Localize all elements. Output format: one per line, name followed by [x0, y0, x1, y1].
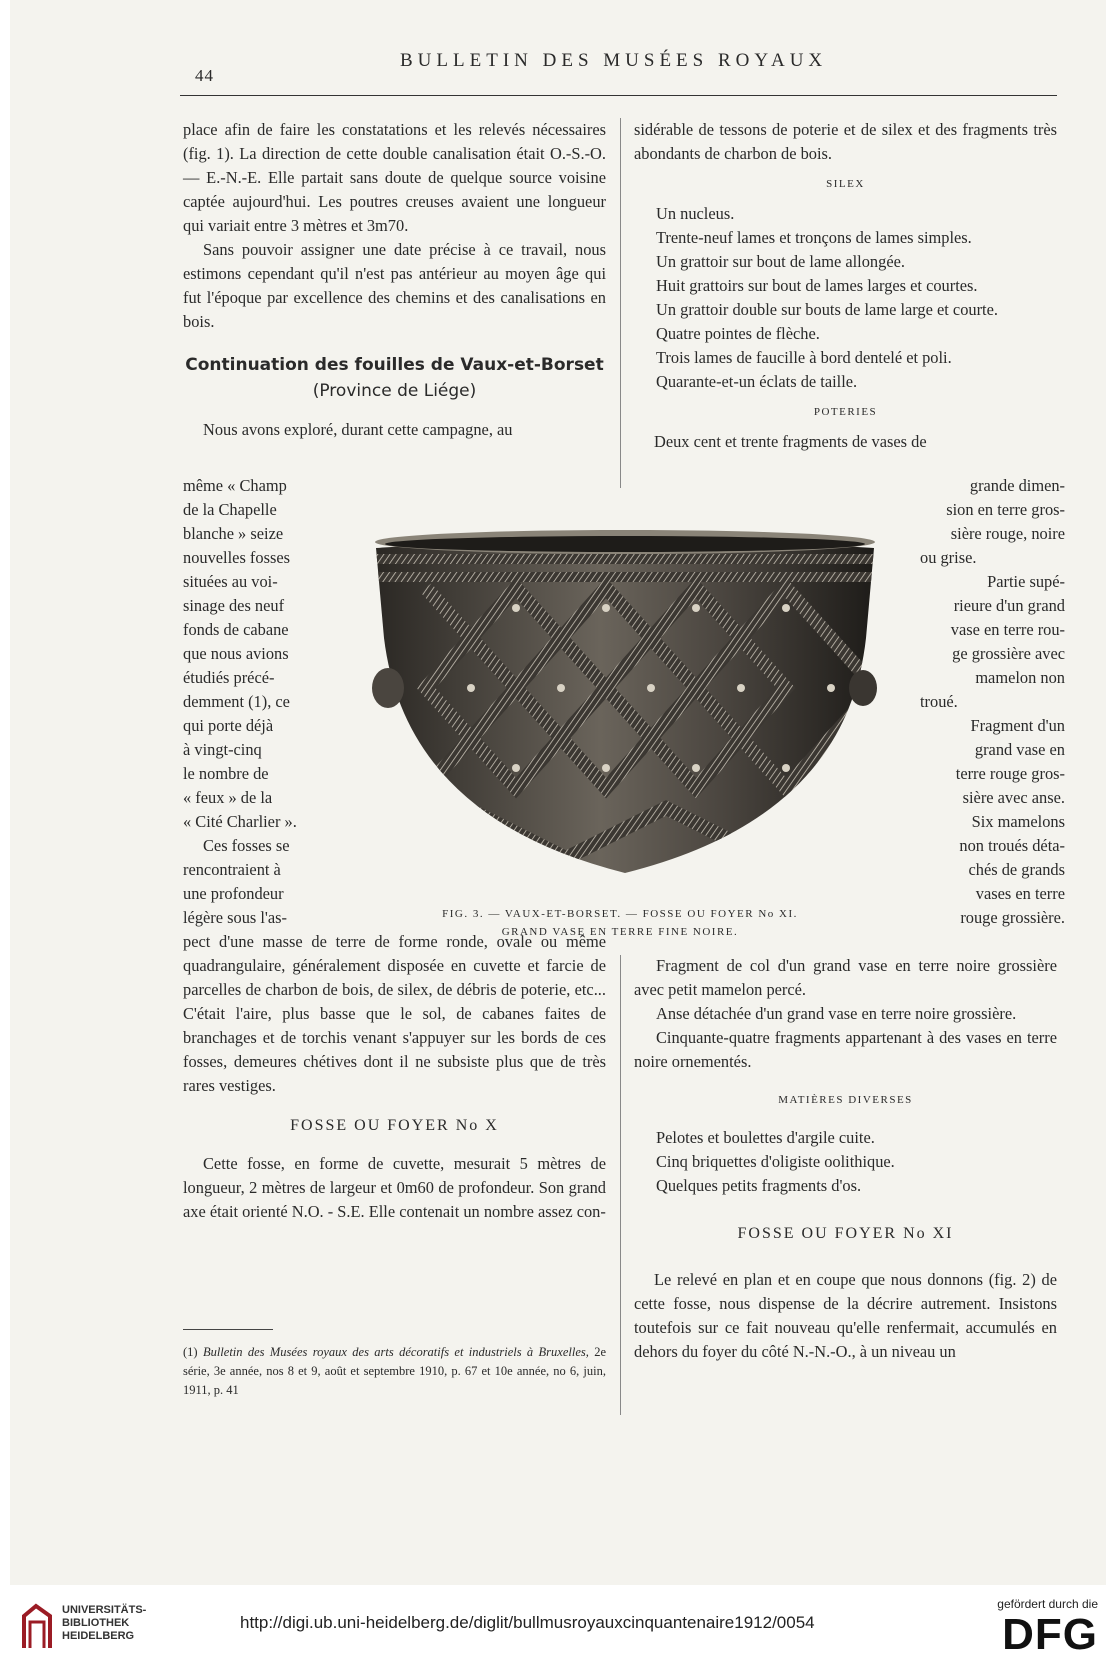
paragraph: Nous avons exploré, durant cette campagne, au — [203, 420, 513, 439]
list-item: Anse détachée d'un grand vase en terre noire grossière. — [656, 1004, 1017, 1023]
list-item: Quelques petits fragments d'os. — [656, 1176, 862, 1195]
library-logo-icon — [20, 1602, 54, 1652]
text-line: nouvelles fosses — [183, 548, 290, 567]
text-line: étudiés précé- — [183, 668, 275, 687]
left-column-lower — [183, 930, 606, 1224]
list-item: Trois lames de faucille à bord dentelé et poli. — [656, 348, 952, 367]
left-column-upper — [183, 118, 606, 442]
text-line: troué. — [920, 692, 958, 711]
dfg-logo: DFG — [1002, 1610, 1098, 1659]
footnote — [183, 1343, 606, 1400]
text-line: Partie supé- — [987, 572, 1065, 591]
section-title: FOSSE OU FOYER No X — [290, 1117, 499, 1134]
text-line: mamelon non — [975, 668, 1065, 687]
text-line: « feux » de la — [183, 788, 273, 807]
text-line: une profondeur — [183, 884, 284, 903]
text-line: ge grossière avec — [952, 644, 1065, 663]
list-item: Un grattoir sur bout de lame allongée. — [656, 252, 905, 271]
text-line: situées au voi- — [183, 572, 278, 591]
text-line: sière rouge, noire — [950, 524, 1065, 543]
list-item: Quatre pointes de flèche. — [656, 324, 820, 343]
text-line: qui porte déjà — [183, 716, 274, 735]
caption-line: FIG. 3. — VAUX-ET-BORSET. — FOSSE OU FOYER No XI. — [442, 908, 798, 920]
text-line: de la Chapelle — [183, 500, 277, 519]
paragraph: pect d'une masse de terre de forme ronde, ovale ou même quadrangulaire, généralement disposée en cuvette et farcie de parcelles de charbon de bois, de silex, de débris de poterie, etc... C'était l'aire, plus basse que le sol, de cabanes faites de branchages et de torchis venant s'appuyer sur les bords de ces fosses, demeures chétives dont il ne subsiste plus que de très rares vestiges. — [183, 932, 606, 1095]
text-line: « Cité Charlier ». — [183, 812, 297, 831]
text-line: sinage des neuf — [183, 596, 285, 615]
section-title: FOSSE OU FOYER No XI — [737, 1225, 954, 1242]
right-wrap-text — [920, 474, 1065, 930]
library-name — [62, 1604, 146, 1643]
text-line: Ces fosses se — [203, 836, 290, 855]
text-line: blanche » seize — [183, 524, 284, 543]
text-line: le nombre de — [183, 764, 269, 783]
subsection-title: POTERIES — [813, 406, 878, 418]
text-line: vase en terre rou- — [950, 620, 1065, 639]
text-line: chés de grands — [968, 860, 1065, 879]
text-line: sion en terre gros- — [946, 500, 1065, 519]
subsection-title: MATIÈRES DIVERSES — [778, 1094, 913, 1106]
paragraph: sidérable de tessons de poterie et de silex et des fragments très abondants de charbon de bois. — [634, 120, 1057, 163]
footnote-title: Bulletin des Musées royaux des arts décoratifs et industriels à Bruxelles, — [202, 1345, 589, 1359]
text-line: fonds de cabane — [183, 620, 289, 639]
paragraph: Deux cent et trente fragments de vases de — [654, 432, 927, 451]
paragraph: Sans pouvoir assigner une date précise à ce travail, nous estimons cependant qu'il n'est pas antérieur au moyen âge qui fut l'époque par excellence des chemins et des canalisations en bois. — [183, 240, 606, 331]
list-item: Cinquante-quatre fragments appartenant à des vases en terre noire ornementés. — [634, 1028, 1057, 1071]
text-line: même « Champ — [183, 476, 287, 495]
library-name-line: UNIVERSITÄTS- — [62, 1604, 147, 1616]
vase-photograph — [366, 518, 884, 888]
list-item: Trente-neuf lames et tronçons de lames simples. — [656, 228, 972, 247]
footnote-rule — [183, 1329, 273, 1330]
library-name-line: HEIDELBERG — [62, 1630, 135, 1642]
text-line: que nous avions — [183, 644, 289, 663]
text-line: sière avec anse. — [962, 788, 1065, 807]
source-url-link[interactable]: http://digi.ub.uni-heidelberg.de/diglit/bullmusroyauxcinquantenaire1912/0054 — [240, 1613, 815, 1632]
footnote-marker: (1) — [183, 1345, 198, 1359]
list-item: Pelotes et boulettes d'argile cuite. — [656, 1128, 875, 1147]
section-heading — [183, 352, 606, 404]
paragraph: Le relevé en plan et en coupe que nous donnons (fig. 2) de cette fosse, nous dispense de la décrire autrement. Insistons toutefois sur ce fait nouveau qu'elle renfermait, accumulés en dehors du foyer du côté N.-N.-O., à un niveau un — [634, 1270, 1057, 1361]
library-name-line: BIBLIOTHEK — [62, 1617, 130, 1629]
subsection-title: SILEX — [826, 178, 865, 190]
column-rule — [620, 118, 621, 488]
heading-title: Continuation des fouilles de Vaux-et-Borset — [185, 355, 604, 375]
list-item: Fragment de col d'un grand vase en terre noire grossière avec petit mamelon percé. — [634, 956, 1057, 999]
right-column-upper — [634, 118, 1057, 454]
text-line: Fragment d'un — [970, 716, 1065, 735]
text-line: terre rouge gros- — [955, 764, 1065, 783]
funding-note: gefördert durch die — [997, 1597, 1098, 1611]
figure-caption — [360, 905, 880, 941]
list-item: Huit grattoirs sur bout de lames larges et courtes. — [656, 276, 978, 295]
caption-line: GRAND VASE EN TERRE FINE NOIRE. — [501, 926, 739, 938]
running-title: BULLETIN DES MUSÉES ROYAUX — [400, 50, 828, 71]
list-item: Un nucleus. — [656, 204, 735, 223]
list-item: Quarante-et-un éclats de taille. — [656, 372, 858, 391]
text-line: à vingt-cinq — [183, 740, 262, 759]
paragraph: Cette fosse, en forme de cuvette, mesurait 5 mètres de longueur, 2 mètres de largeur et 0m60 de profondeur. Son grand axe était orienté N.O. - S.E. Elle contenait un nombre assez con- — [183, 1154, 606, 1221]
footnote-text: 2e série, 3e année, nos 8 et 9, août et septembre 1910, p. 67 et 10e année, no 6, juin, 1911, p. 41 — [183, 1345, 607, 1397]
silex-list — [634, 202, 1057, 394]
text-line: demment (1), ce — [183, 692, 290, 711]
list-item: Cinq briquettes d'oligiste oolithique. — [656, 1152, 895, 1171]
text-line: grand vase en — [974, 740, 1065, 759]
text-line: non troués déta- — [959, 836, 1065, 855]
text-line: Six mamelons — [971, 812, 1065, 831]
digitization-footer — [0, 1585, 1116, 1671]
text-line: rouge grossière. — [960, 908, 1065, 927]
left-wrap-text — [183, 474, 328, 930]
column-rule — [620, 955, 621, 1415]
list-item: Un grattoir double sur bouts de lame large et courte. — [656, 300, 998, 319]
text-line: ou grise. — [920, 548, 977, 567]
header-rule — [180, 95, 1057, 96]
text-line: grande dimen- — [969, 476, 1065, 495]
matieres-list — [634, 1126, 1057, 1198]
text-line: vases en terre — [975, 884, 1065, 903]
text-line: rencontraient à — [183, 860, 281, 879]
heading-subtitle: (Province de Liége) — [312, 381, 477, 401]
poteries-list — [634, 954, 1057, 1074]
right-column-lower — [634, 954, 1057, 1364]
text-line: légère sous l'as- — [183, 908, 287, 927]
page-number: 44 — [195, 66, 214, 85]
paragraph: place afin de faire les constatations et les relevés nécessaires (fig. 1). La direction de cette double canalisation était O.-S.-O. — E.-N.-E. Elle partait sans doute de quelque source voisine captée aujourd'hui. Les poutres creuses avaient une longueur qui variait entre 3 mètres et 3m70. — [183, 120, 606, 235]
text-line: rieure d'un grand — [953, 596, 1065, 615]
